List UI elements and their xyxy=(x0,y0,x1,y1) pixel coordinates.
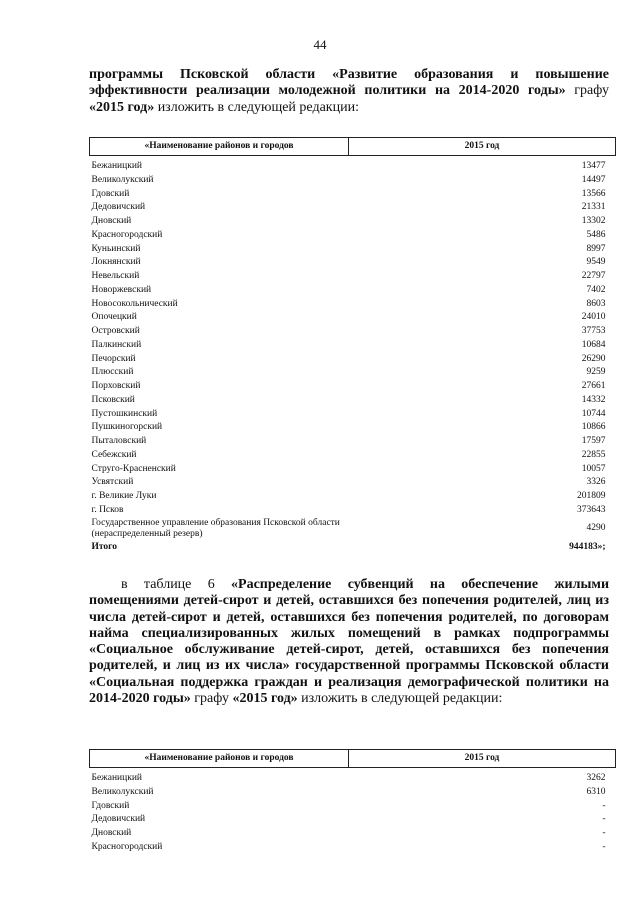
district-name: Бежаницкий xyxy=(91,773,142,783)
amount-value: 7402 xyxy=(586,284,606,295)
table-row xyxy=(90,518,616,541)
table-row xyxy=(90,800,616,814)
table-row xyxy=(90,490,616,504)
district-name: Бежаницкий xyxy=(91,161,142,171)
page-number: 44 xyxy=(313,37,327,52)
table-header-row xyxy=(90,750,616,768)
amount-value: 17597 xyxy=(581,436,606,446)
header-year: 2015 год xyxy=(349,750,616,768)
district-name: Пушкиногорский xyxy=(91,422,163,433)
amount-value: 14497 xyxy=(581,174,606,185)
district-name: Дновский xyxy=(91,828,132,838)
amount-value: 6310 xyxy=(586,786,606,797)
amount-value: 22855 xyxy=(581,449,606,460)
table-row xyxy=(90,541,616,555)
table-row xyxy=(90,256,616,270)
amount-value: 5486 xyxy=(586,229,606,240)
district-name: Красногородский xyxy=(91,229,163,240)
table-row xyxy=(90,435,616,449)
intro-paragraph xyxy=(89,67,609,116)
table-row xyxy=(90,463,616,477)
amount-value: 13477 xyxy=(581,161,606,171)
table-body xyxy=(90,156,616,555)
amount-value: 22797 xyxy=(581,271,606,281)
table-row xyxy=(90,284,616,298)
amount-value: - xyxy=(602,814,606,825)
table-row xyxy=(90,188,616,202)
district-name: Пыталовский xyxy=(91,436,147,446)
district-name: Куньинский xyxy=(91,243,141,254)
amount-value: 26290 xyxy=(581,353,606,364)
table-row xyxy=(90,772,616,786)
district-name: Пустошкинский xyxy=(91,408,158,419)
table-body xyxy=(90,768,616,855)
table-row xyxy=(90,174,616,188)
district-name: Дновский xyxy=(91,216,132,226)
para2-text-2: графу xyxy=(190,691,233,707)
amount-value: - xyxy=(602,841,606,852)
amount-value: 13566 xyxy=(581,188,606,199)
district-name: Палкинский xyxy=(91,339,142,350)
table-row xyxy=(90,339,616,353)
district-name: Дедовичский xyxy=(91,202,146,213)
amount-value: 201809 xyxy=(577,491,606,501)
district-name: Красногородский xyxy=(91,841,163,852)
amount-value: 3326 xyxy=(586,477,606,488)
amount-value: 27661 xyxy=(581,381,606,391)
program-title: программы Псковской области «Развитие образования и повышение эффективности реализации молодежной политики на 2014-2020 годы» xyxy=(89,67,609,99)
district-name: Псковский xyxy=(91,394,135,405)
table-row xyxy=(90,449,616,463)
column-name: «2015 год» xyxy=(89,99,155,115)
amount-value: 37753 xyxy=(581,326,606,336)
amount-value: 373643 xyxy=(577,504,606,515)
table-header-row xyxy=(90,138,616,156)
para2-text-3: изложить в следующей редакции: xyxy=(297,691,503,707)
district-name: Островский xyxy=(91,326,140,336)
table-row xyxy=(90,421,616,435)
table-row xyxy=(90,786,616,800)
subsidy-table-1 xyxy=(89,137,616,554)
district-name: Усвятский xyxy=(91,477,134,488)
table-row xyxy=(90,504,616,518)
amount-value: 24010 xyxy=(581,312,606,323)
amount-value: 21331 xyxy=(581,202,606,213)
table-row xyxy=(90,841,616,855)
subsidy-table-2 xyxy=(89,749,616,855)
table-row xyxy=(90,270,616,284)
table-row xyxy=(90,325,616,339)
district-name: Опочецкий xyxy=(91,312,137,323)
district-name: Великолукский xyxy=(91,786,154,797)
district-name: Гдовский xyxy=(91,188,130,199)
amount-value: 10057 xyxy=(581,463,606,474)
table6-title: «Распределение субвенций на обеспечение жилыми помещениями детей-сирот и детей, оставшихся без попечения родителей, лиц из числа детей-сирот и детей, оставшихся без попечения родителей, по договорам найма специализированных жилых помещений в рамках подпрограммы «Социальное обслуживание детей-сирот, детей, оставшихся без попечения родителей, и лиц из их числа» государственной программы Псковской области «Социальная поддержка граждан и реализация демографической политики на 2014-2020 годы» xyxy=(89,577,610,707)
table-row xyxy=(90,827,616,841)
district-name: г. Великие Луки xyxy=(91,491,157,501)
district-name: Локнянский xyxy=(91,257,141,268)
district-name: Печорский xyxy=(91,353,136,364)
table-row xyxy=(90,160,616,174)
amount-value: - xyxy=(602,800,606,811)
amount-value: 10866 xyxy=(581,422,606,433)
table-row xyxy=(90,298,616,312)
district-name: Новоржевский xyxy=(91,284,152,295)
table-row xyxy=(90,353,616,367)
district-name: Струго-Красненский xyxy=(91,463,176,474)
table-row xyxy=(90,366,616,380)
table-row xyxy=(90,394,616,408)
table-row xyxy=(90,243,616,257)
district-name: Гдовский xyxy=(91,800,130,811)
table-row xyxy=(90,311,616,325)
amount-value: 8997 xyxy=(586,243,606,254)
amount-value: 14332 xyxy=(581,394,606,405)
table-row xyxy=(90,476,616,490)
column-name-2: «2015 год» xyxy=(232,691,298,707)
header-year: 2015 год xyxy=(349,138,616,156)
table-row xyxy=(90,229,616,243)
district-name: Порховский xyxy=(91,381,141,391)
amount-value: 4290 xyxy=(586,523,606,534)
header-district: «Наименование районов и городов xyxy=(90,138,349,156)
amount-value: 13302 xyxy=(581,216,606,226)
district-name: Плюсский xyxy=(91,367,134,378)
paragraph-table6 xyxy=(89,577,609,707)
district-name: Невельский xyxy=(91,271,140,281)
amount-value: 10684 xyxy=(581,339,606,350)
table-row xyxy=(90,813,616,827)
amount-value: 10744 xyxy=(581,408,606,419)
table-row xyxy=(90,201,616,215)
intro-text-1: графу xyxy=(565,83,609,99)
district-name: Новосокольнический xyxy=(91,298,178,309)
district-name: Государственное управление образования Псковской области (нераспределенный резерв) xyxy=(91,517,340,539)
district-name: Себежский xyxy=(91,449,137,460)
amount-value: 944183»; xyxy=(569,541,606,552)
table-row xyxy=(90,215,616,229)
para2-text-1: в таблице 6 xyxy=(121,577,232,592)
district-name: Великолукский xyxy=(91,174,154,185)
amount-value: 3262 xyxy=(586,773,606,783)
district-name: г. Псков xyxy=(91,504,124,515)
table-row xyxy=(90,408,616,422)
table-row xyxy=(90,380,616,394)
header-district: «Наименование районов и городов xyxy=(90,750,349,768)
amount-value: - xyxy=(602,828,606,838)
amount-value: 9549 xyxy=(586,257,606,268)
district-name: Итого xyxy=(91,541,118,552)
intro-text-2: изложить в следующей редакции: xyxy=(154,99,359,115)
district-name: Дедовичский xyxy=(91,814,146,825)
amount-value: 8603 xyxy=(586,298,606,309)
amount-value: 9259 xyxy=(586,367,606,378)
